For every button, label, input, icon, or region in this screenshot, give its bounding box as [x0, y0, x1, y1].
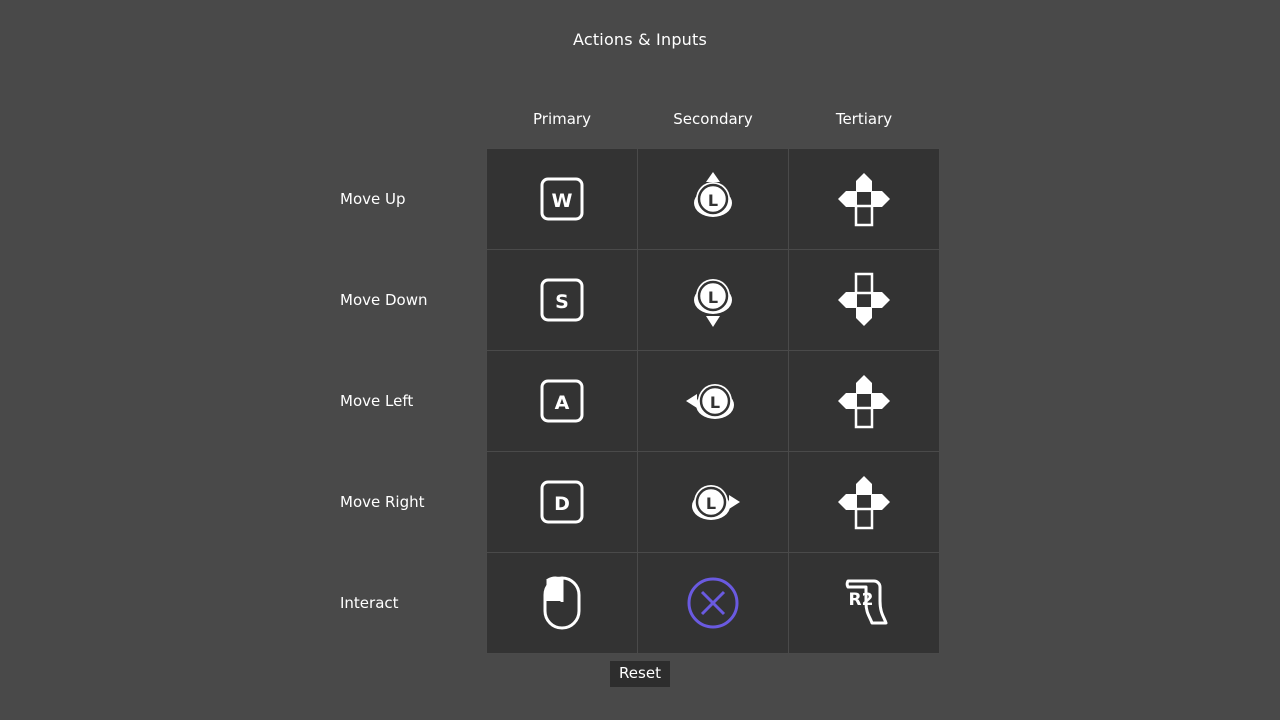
action-label-move-left: Move Left — [340, 391, 414, 410]
svg-text:W: W — [551, 189, 573, 212]
table-row — [340, 451, 940, 552]
binding-cell-move-right-tertiary[interactable] — [789, 451, 940, 552]
binding-cell-move-up-tertiary[interactable] — [789, 148, 940, 249]
dpad-left-icon — [789, 351, 939, 451]
binding-cell-move-right-secondary[interactable] — [638, 451, 789, 552]
svg-text:D: D — [554, 492, 570, 515]
dpad-right-icon — [789, 452, 939, 552]
bindings-grid — [340, 90, 940, 654]
mouse-left-button-icon — [487, 553, 637, 653]
svg-text:A: A — [554, 391, 570, 414]
binding-cell-move-down-secondary[interactable] — [638, 249, 789, 350]
left-stick-up-icon — [638, 149, 788, 249]
page-title: Actions & Inputs — [572, 30, 708, 49]
binding-cell-interact-primary[interactable] — [487, 552, 638, 653]
left-stick-down-icon — [638, 250, 788, 350]
table-header-row — [340, 90, 940, 148]
binding-cell-move-up-primary[interactable] — [487, 148, 638, 249]
binding-cell-move-down-primary[interactable] — [487, 249, 638, 350]
keyboard-key-w-icon — [487, 149, 637, 249]
svg-text:S: S — [555, 290, 569, 313]
table-row — [340, 148, 940, 249]
table-corner — [340, 90, 487, 148]
keyboard-key-d-icon — [487, 452, 637, 552]
svg-text:L: L — [707, 287, 719, 307]
dpad-down-icon — [789, 250, 939, 350]
action-label-move-up: Move Up — [340, 189, 406, 208]
table-row — [340, 552, 940, 653]
binding-cell-interact-tertiary[interactable] — [789, 552, 940, 653]
column-header-tertiary: Tertiary — [835, 109, 893, 128]
keyboard-key-a-icon — [487, 351, 637, 451]
action-label-interact: Interact — [340, 593, 399, 612]
action-label-move-right: Move Right — [340, 492, 425, 511]
binding-cell-move-left-primary[interactable] — [487, 350, 638, 451]
bindings-table — [340, 90, 940, 654]
binding-cell-interact-secondary[interactable] — [638, 552, 789, 653]
binding-cell-move-down-tertiary[interactable] — [789, 249, 940, 350]
table-row — [340, 249, 940, 350]
left-stick-left-icon — [638, 351, 788, 451]
binding-cell-move-up-secondary[interactable] — [638, 148, 789, 249]
table-row — [340, 350, 940, 451]
binding-cell-move-right-primary[interactable] — [487, 451, 638, 552]
svg-text:L: L — [705, 493, 717, 513]
binding-cell-move-left-secondary[interactable] — [638, 350, 789, 451]
svg-text:R2: R2 — [848, 589, 874, 610]
playstation-cross-button-icon — [638, 553, 788, 653]
column-header-secondary: Secondary — [673, 109, 753, 128]
binding-cell-move-left-tertiary[interactable] — [789, 350, 940, 451]
svg-text:L: L — [709, 392, 721, 412]
reset-button[interactable]: Reset — [610, 661, 670, 687]
keyboard-key-s-icon — [487, 250, 637, 350]
svg-text:L: L — [707, 190, 719, 210]
column-header-primary: Primary — [533, 109, 591, 128]
footer — [0, 661, 1280, 687]
trigger-r2-icon — [789, 553, 939, 653]
left-stick-right-icon — [638, 452, 788, 552]
action-label-move-down: Move Down — [340, 290, 428, 309]
dpad-up-icon — [789, 149, 939, 249]
